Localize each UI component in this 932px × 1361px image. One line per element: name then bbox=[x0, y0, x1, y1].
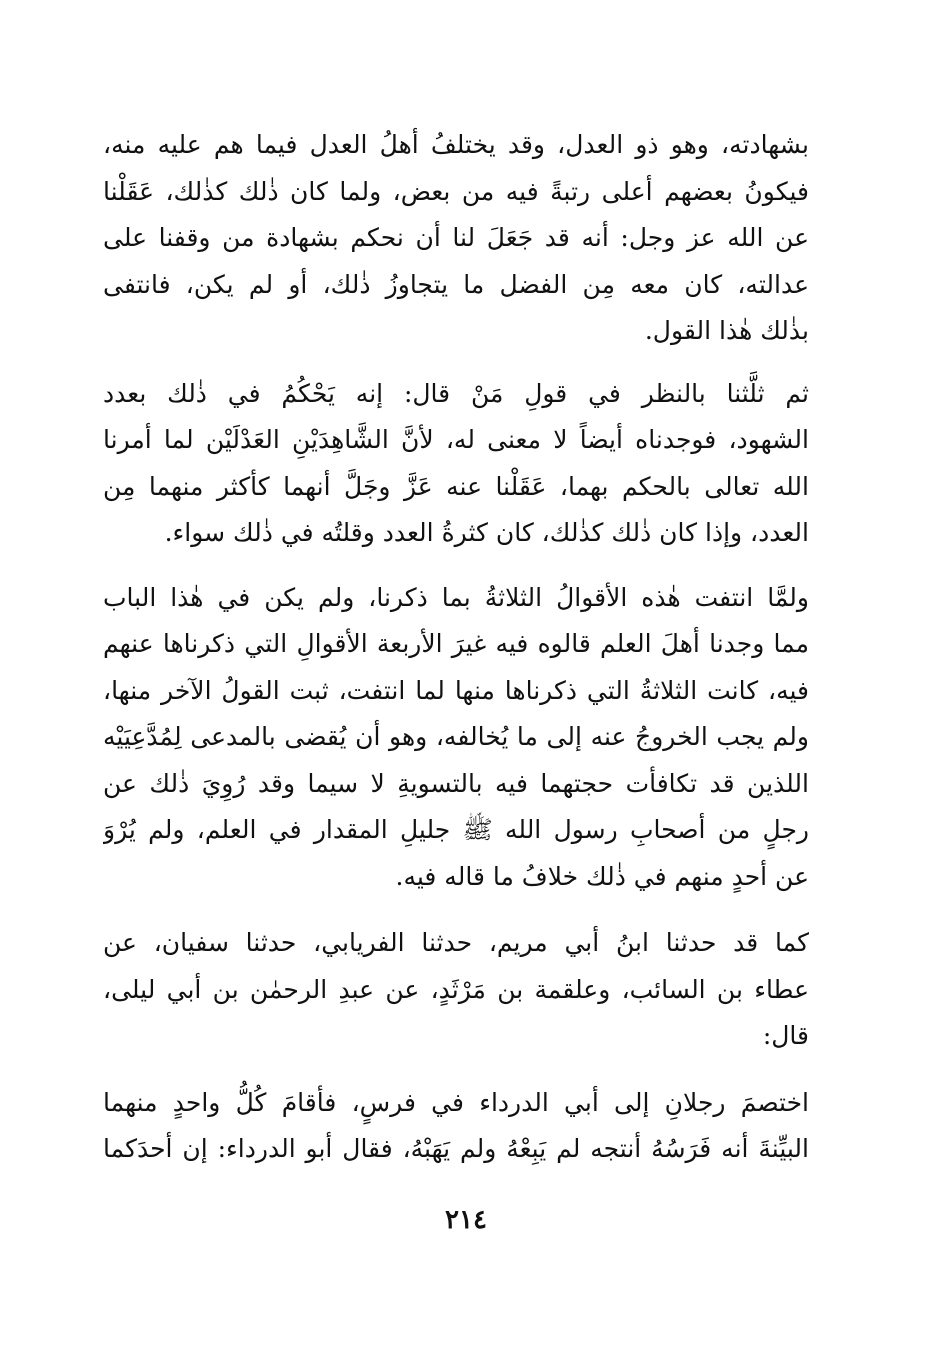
text-line: البيِّنةَ أنه فَرَسُهُ أنتجه لم يَبِعْهُ ولم يَهَبْهُ، فقال أبو الدرداء: إن أحدَكما bbox=[103, 1134, 809, 1163]
text-line: اللذين قد تكافأت حجتهما فيه بالتسويةِ لا سيما وقد رُوِيَ ذٰلك عن bbox=[103, 768, 809, 798]
paragraph-2 bbox=[103, 371, 809, 557]
text-line: العدد، وإذا كان ذٰلك كذٰلك، كان كثرةُ العدد وقلتُه في ذٰلك سواء. bbox=[164, 518, 809, 547]
text-line: مما وجدنا أهلَ العلم قالوه فيه غيرَ الأربعة الأقوالِ التي ذكرناها عنهم bbox=[103, 629, 809, 658]
text-line: بشهادته، وهو ذو العدل، وقد يختلفُ أهلُ العدل فيما هم عليه منه، bbox=[103, 130, 809, 159]
text-line: ولمَّا انتفت هٰذه الأقوالُ الثلاثةُ بما ذكرنا، ولم يكن في هٰذا الباب bbox=[103, 582, 809, 612]
text-line: اختصمَ رجلانِ إلى أبي الدرداء في فرسٍ، فأقامَ كُلُّ واحدٍ منهما bbox=[103, 1087, 809, 1117]
paragraph-1 bbox=[103, 122, 809, 355]
text-line: بذٰلك هٰذا القول. bbox=[644, 316, 809, 345]
text-line: الشهود، فوجدناه أيضاً لا معنى له، لأنَّ الشَّاهِدَيْنِ العَدْلَيْن لما أمرنا bbox=[103, 425, 809, 454]
text-line: الله تعالى بالحكم بهما، عَقَلْنا عنه عَزَّ وجَلَّ أنهما كأكثر منهما مِن bbox=[103, 471, 809, 501]
paragraph-5 bbox=[103, 1080, 809, 1173]
text-line: فيكونُ بعضهم أعلى رتبةً فيه من بعض، ولما كان ذٰلك كذٰلك، عَقَلْنا bbox=[103, 176, 809, 206]
text-line: عن الله عز وجل: أنه قد جَعَلَ لنا أن نحكم بشهادة من وقفنا على bbox=[103, 223, 809, 252]
text-line: عن أحدٍ منهم في ذٰلك خلافُ ما قاله فيه. bbox=[395, 861, 809, 891]
text-line: كما قد حدثنا ابنُ أبي مريم، حدثنا الفريابي، حدثنا سفيان، عن bbox=[103, 928, 809, 957]
text-line: عدالته، كان معه مِن الفضل ما يتجاوزُ ذٰلك، أو لم يكن، فانتفى bbox=[103, 269, 809, 299]
text-line: ثم ثلَّثنا بالنظر في قولِ مَنْ قال: إنه يَحْكُمُ في ذٰلك بعدد bbox=[103, 378, 809, 408]
paragraph-4 bbox=[103, 920, 809, 1060]
text-line: رجلٍ من أصحابِ رسول الله ﷺ جليلِ المقدار في العلم، ولم يُرْوَ bbox=[103, 815, 809, 844]
text-line: قال: bbox=[762, 1021, 809, 1050]
text-line: فيه، كانت الثلاثةُ التي ذكرناها منها لما انتفت، ثبت القولُ الآخر منها، bbox=[103, 675, 809, 705]
text-line: عطاء بن السائب، وعلقمة بن مَرْثَدٍ، عن عبدِ الرحمٰن بن أبي ليلى، bbox=[103, 974, 809, 1004]
text-line: ولم يجب الخروجُ عنه إلى ما يُخالفه، وهو أن يُقضى بالمدعى لِمُدَّعِيَيْه bbox=[103, 722, 809, 751]
page-body bbox=[103, 122, 809, 1173]
paragraph-3 bbox=[103, 575, 809, 901]
page-number: ٢١٤ bbox=[445, 1205, 487, 1235]
